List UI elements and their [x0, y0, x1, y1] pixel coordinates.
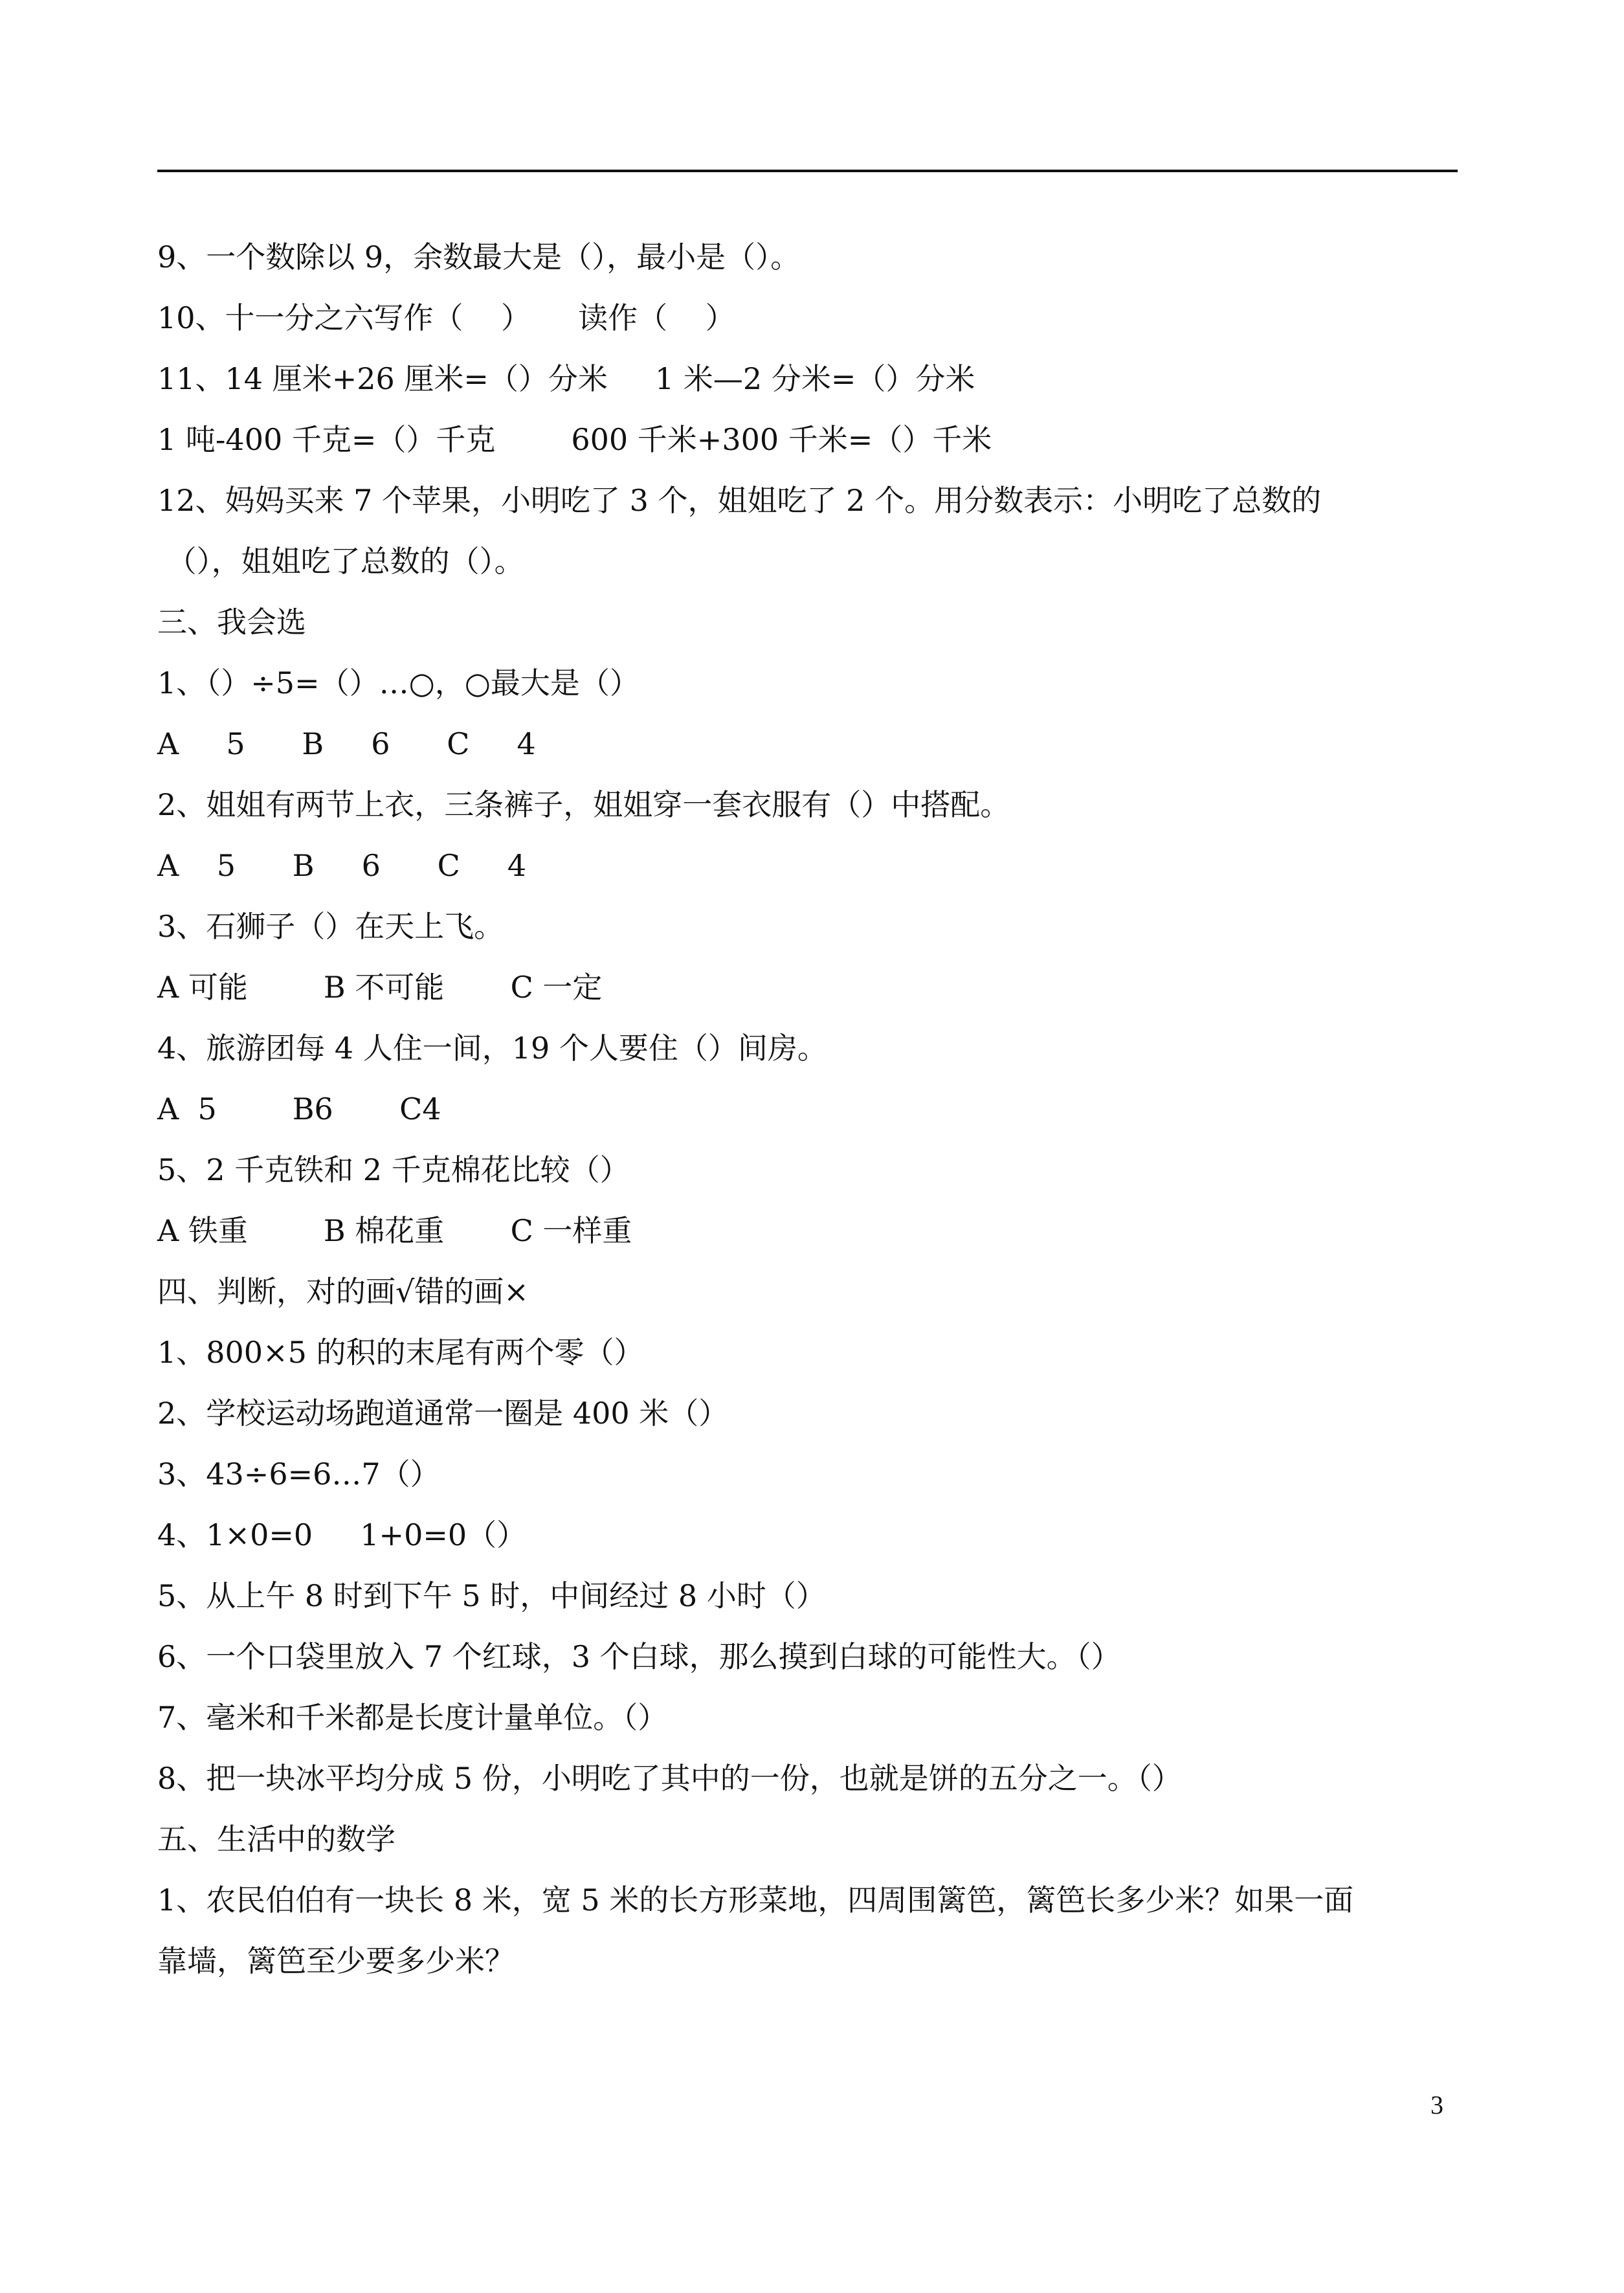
choice-question-4: 4、旅游团每 4 人住一间，19 个人要住（）间房。: [157, 1031, 827, 1066]
judge-item-4: 4、1×0=0 1+0=0（）: [157, 1517, 527, 1552]
choice-question-1: 1、（）÷5=（）…○，○最大是（）: [157, 666, 640, 700]
judge-item-7: 7、毫米和千米都是长度计量单位。（）: [157, 1700, 668, 1735]
word-problem-1-line-1: 1、农民伯伯有一块长 8 米，宽 5 米的长方形菜地，四周围篱笆，篱笆长多少米？如果一面: [157, 1883, 1354, 1918]
choice-options-3: A 可能 B 不可能 C 一定: [157, 970, 603, 1005]
choice-question-5: 5、2 千克铁和 2 千克棉花比较（）: [157, 1152, 630, 1187]
section-heading-life-math: 五、生活中的数学: [157, 1822, 395, 1857]
judge-item-1: 1、800×5 的积的末尾有两个零（）: [157, 1335, 644, 1370]
judge-item-2: 2、学校运动场跑道通常一圈是 400 米（）: [157, 1396, 729, 1431]
choice-question-3: 3、石狮子（）在天上飞。: [157, 909, 504, 944]
choice-options-4: A 5 B6 C4: [157, 1091, 441, 1126]
question-11-line-2: 1 吨-400 千克=（）千克 600 千米+300 千米=（）千米: [157, 422, 992, 457]
word-problem-1-line-2: 靠墙，篱笆至少要多少米？: [157, 1943, 515, 1978]
judge-item-3: 3、43÷6=6…7（）: [157, 1457, 440, 1492]
choice-options-5: A 铁重 B 棉花重 C 一样重: [157, 1213, 632, 1248]
question-12-line-1: 12、妈妈买来 7 个苹果，小明吃了 3 个，姐姐吃了 2 个。用分数表示：小明吃了总数的: [157, 483, 1322, 518]
header-rule: [157, 170, 1458, 172]
choice-options-1: A 5 B 6 C 4: [157, 726, 536, 761]
question-9: 9、一个数除以 9，余数最大是（），最小是（）。: [157, 240, 801, 274]
page-number: 3: [1430, 2090, 1443, 2120]
judge-item-5: 5、从上午 8 时到下午 5 时，中间经过 8 小时（）: [157, 1578, 826, 1613]
section-heading-choose: 三、我会选: [157, 605, 306, 640]
question-10: 10、十一分之六写作（ ） 读作（ ）: [157, 300, 735, 335]
choice-options-2: A 5 B 6 C 4: [157, 848, 527, 883]
section-heading-judge: 四、判断，对的画√错的画×: [157, 1274, 529, 1309]
judge-item-8: 8、把一块冰平均分成 5 份，小明吃了其中的一份，也就是饼的五分之一。（）: [157, 1761, 1182, 1796]
choice-question-2: 2、姐姐有两节上衣，三条裤子，姐姐穿一套衣服有（）中搭配。: [157, 787, 1010, 822]
judge-item-6: 6、一个口袋里放入 7 个红球，3 个白球，那么摸到白球的可能性大。（）: [157, 1639, 1121, 1674]
document-body: [157, 227, 1465, 1991]
question-11-line-1: 11、14 厘米+26 厘米=（）分米 1 米—2 分米=（）分米: [157, 361, 975, 396]
question-12-line-2: （），姐姐吃了总数的（）。: [157, 544, 524, 579]
